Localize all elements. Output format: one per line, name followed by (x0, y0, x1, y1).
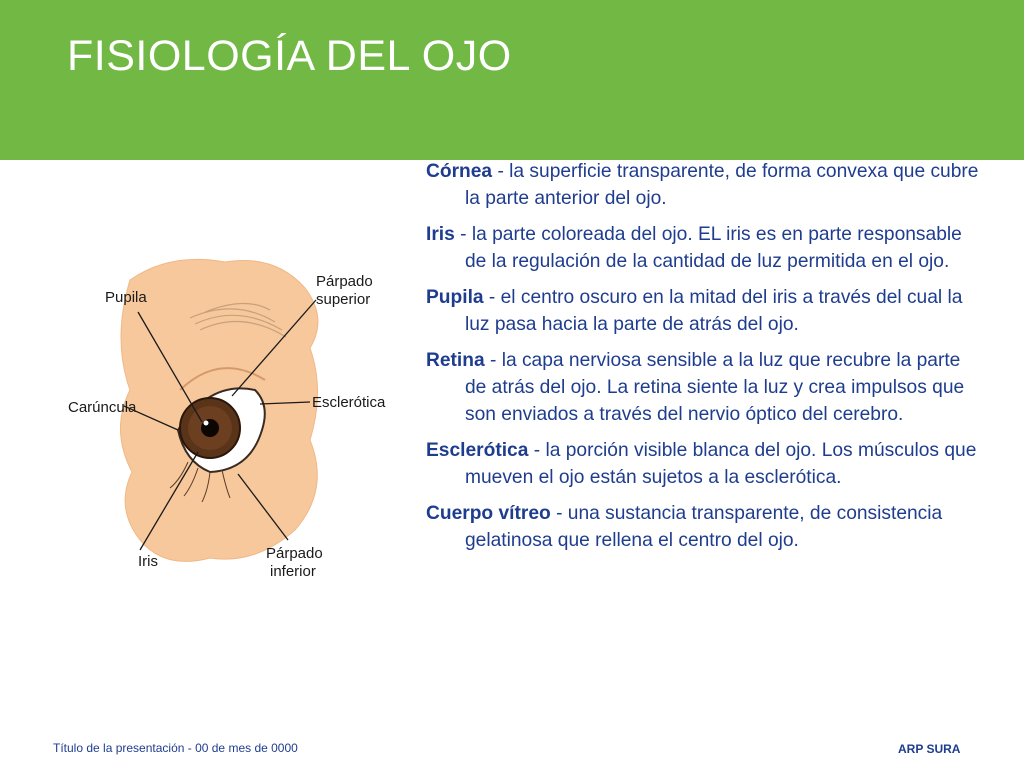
term: Cuerpo vítreo (426, 503, 551, 524)
label-caruncula: Carúncula (68, 399, 137, 416)
eye-diagram-svg (60, 240, 390, 600)
term: Córnea (426, 161, 493, 182)
definition-retina (426, 347, 986, 428)
definition-iris (426, 221, 986, 275)
definition-text: - la superficie transparente, de forma convexa que cubre la parte anterior del ojo. (465, 161, 979, 209)
slide-title: FISIOLOGÍA DEL OJO (67, 32, 512, 80)
pupil-highlight (204, 421, 209, 426)
definition-pupila (426, 284, 986, 338)
label-parpado-superior-2: superior (316, 291, 371, 308)
label-iris: Iris (138, 553, 158, 570)
term: Retina (426, 350, 485, 371)
term: Esclerótica (426, 440, 529, 461)
footer-presentation-title: Título de la presentación - 00 de mes de 0000 (53, 741, 298, 755)
header-bar (0, 0, 1024, 160)
term: Iris (426, 224, 455, 245)
definition-cuerpo-vitreo (426, 500, 986, 554)
label-parpado-superior-1: Párpado (316, 273, 373, 290)
definition-text: - una sustancia transparente, de consistencia gelatinosa que rellena el centro del ojo. (465, 503, 943, 551)
pupil-shape (201, 419, 219, 437)
footer-brand: ARP SURA (898, 742, 961, 756)
definition-text: - la parte coloreada del ojo. EL iris es en parte responsable de la regulación de la cantidad de luz permitida en el ojo. (454, 224, 962, 272)
term: Pupila (426, 287, 484, 308)
definitions-list (426, 158, 986, 563)
label-parpado-inferior-1: Párpado (266, 545, 323, 562)
label-parpado-inferior-2: inferior (270, 563, 316, 580)
definition-text: - la capa nerviosa sensible a la luz que recubre la parte de atrás del ojo. La retina siente la luz y crea impulsos que son enviados a través del nervio óptico del cerebro. (465, 350, 965, 425)
definition-esclerotica (426, 437, 986, 491)
label-esclerotica: Esclerótica (312, 394, 386, 411)
label-pupila: Pupila (105, 289, 147, 306)
definition-text: - el centro oscuro en la mitad del iris a través del cual la luz pasa hacia la parte de atrás del ojo. (465, 287, 963, 335)
eye-diagram (60, 240, 390, 600)
definition-cornea (426, 158, 986, 212)
definition-text: - la porción visible blanca del ojo. Los músculos que mueven el ojo están sujetos a la esclerótica. (465, 440, 977, 488)
